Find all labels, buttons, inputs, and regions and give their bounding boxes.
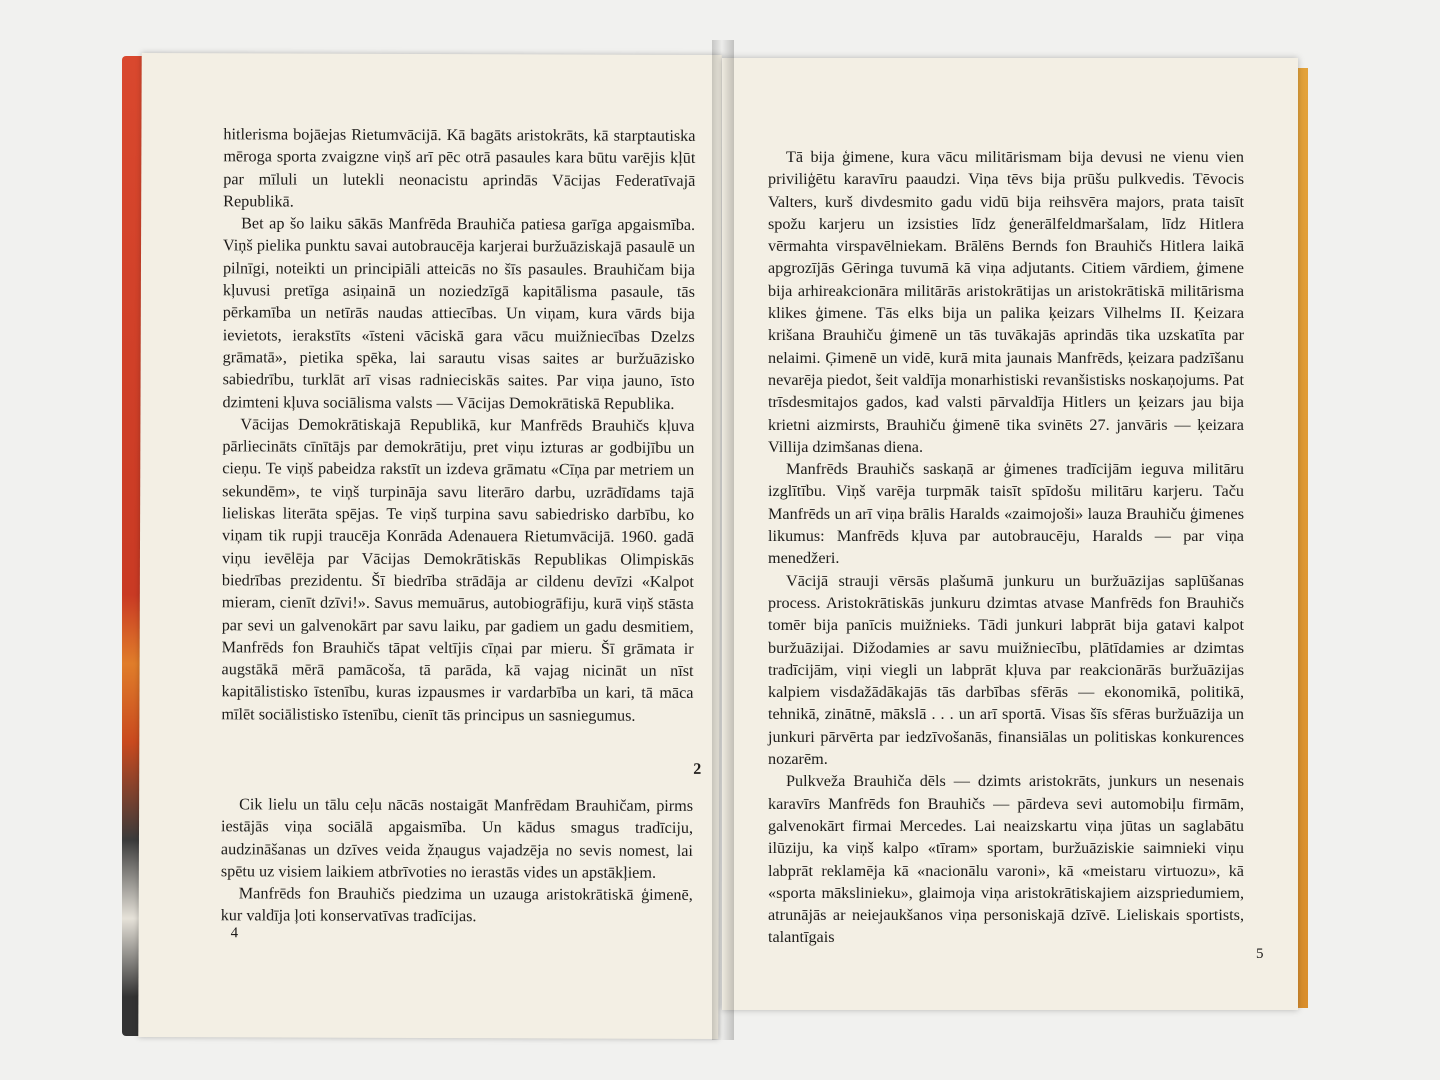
paragraph: Manfrēds Brauhičs saskaņā ar ģimenes tradīcijām ieguva militāru izglītību. Viņš varēja turpmāk taisīt spīdošu militāru karjeru. Taču Manfrēds un arī viņa brālis Haralds «zaimojoši» lauza Brauhiču ģimenes likumus: Manfrēds kļuva par autobraucēju, Haralds — par viņa menedžeri. xyxy=(768,460,1244,568)
left-page-top-text xyxy=(221,123,695,727)
book-spine-shadow xyxy=(712,40,734,1040)
paragraph: Cik lielu un tālu ceļu nācās nostaigāt Manfrēdam Brauhičam, pirms iestājās viņa sociālā apgaismība. Un kādus smagus tradīciju, audzināšanas un dzīves veida žņaugus vajadzēja no sevis nomest, lai spētu uz visiem laikiem atbrīvoties no ierastās vides un apstākļiem. xyxy=(220,795,694,882)
page-number: 4 xyxy=(230,925,239,942)
left-page-bottom-text xyxy=(221,793,693,928)
section-number: 2 xyxy=(693,760,702,778)
paragraph: hitlerisma bojāejas Rietumvācijā. Kā bagāts aristokrāts, kā starptautiska mēroga sporta zvaigzne viņš arī pēc otrā pasaules kara būtu varējis kļūt par mīluli un lutekli neonacistu aprindās Vācijas Federatīvajā Republikā. xyxy=(223,125,696,211)
right-page xyxy=(722,58,1298,1010)
paragraph: Manfrēds fon Brauhičs piedzima un uzauga aristokrātiskā ģimenē, kur valdīja ļoti konservatīvas tradīcijas. xyxy=(220,884,693,926)
paragraph: Pulkveža Brauhiča dēls — dzimts aristokrāts, junkurs un nesenais karavīrs Manfrēds fon Brauhičs — pārdeva sevi automobiļu firmām, galvenokārt firmai Mercedes. Lai neaizskartu viņa jūtas un saglabātu ilūziju, ka viņš kalpo «tīram» sportam, buržuāziskie saimnieki viņu labprāt reklamēja kā «nacionālu varoni», kā «meistaru virtuozu», kā «sporta mākslinieku», glaimoja viņa aristokrātiskajiem aizspriedumiem, atrunājās ar neiejaukšanos viņa personiskajā dzīvē. Lieliskais sportists, talantīgais xyxy=(768,772,1244,947)
paragraph: Vācijas Demokrātiskajā Republikā, kur Manfrēds Brauhičs kļuva pārliecināts cīnītājs par demokrātiju, pret viņu izturas ar godbijību un cieņu. Te viņš pabeidza rakstīt un izdeva grāmatu «Cīņa par metriem un sekundēm», te viņš turpināja savu literāro darbu, uzrādīdams tajā lieliskas literāta spējas. Te viņš turpina savu sabiedrisko darbību, ko viņam tik rupji traucēja Konrāda Adenauera Rietumvācijā. 1960. gadā viņu ievēlēja par Vācijas Demokrātiskās Republikas Olimpiskās biedrības prezidentu. Šī biedrība strādāja ar cildenu devīzi «Kalpot mieram, cienīt dzīvi!». Savus memuārus, autobiogrāfiju, kurā viņš stāsta par sevi un galvenokārt par savu laiku, par gadiem un gadu desmitiem, Manfrēds fon Brauhičs tāpat veltījis cīņai par mieru. Šī grāmata ir augstākā mērā pamācoša, tā parāda, kā vajag nicināt un nīst kapitālistisko īstenību, kuras izpausmes ir vardarbība un kari, tā māca mīlēt sociālistisko īstenību, cienīt tās principus un sasniegumus. xyxy=(221,415,695,725)
right-page-text xyxy=(768,146,1244,949)
left-page xyxy=(138,53,721,1039)
paragraph: Bet ap šo laiku sākās Manfrēda Brauhiča patiesa garīga apgaismība. Viņš pielika punktu savai autobraucēja karjerai buržuāziskajā pasaulē un pilnīgi, noteikti un principiāli atteicās no šīs pasaules. Brauhičam bija kļuvusi pretīga asiņainā un noziedzīgā kapitālisma pasaule, tās pērkamība un netīrās naudas attiecības. Un viņam, kura vārds bija ievietots, ierakstīts «īsteni vāciskā gara vācu muižniecības Dzelzs grāmatā», pietika spēka, lai sarautu visas saites ar buržuāzisko sabiedrību, turklāt arī visas radnieciskās saites. Par viņa jauno, īsto dzimteni kļuva sociālisma valsts — Vācijas Demokrātiskā Republika. xyxy=(222,214,696,413)
page-number: 5 xyxy=(1256,946,1264,962)
paragraph: Tā bija ģimene, kura vācu militārismam bija devusi ne vienu vien priviliģētu karavīru paaudzi. Viņa tēvs bija prūšu pulkvedis. Tēvocis Valters, kurš divdesmito gadu vidū bija reihsvēra majors, prata taisīt spožu karjeru un izsisties līdz ģenerālfeldmaršalam, līdz Hitlera vērmahta virspavēlniekam. Brālēns Bernds fon Brauhičs Hitlera laikā apgrozījās Gēringa tuvumā kā viņa adjutants. Citiem vārdiem, ģimene bija arhireakcionāra militārās aristokrātijas un aristokrātiskā militārisma klikes ģimene. Tās elks bija un palika ķeizars Vilhelms II. Ķeizara krišana Brauhiču ģimenē un tās tuvākajās aprindās tika uzskatīta par nelaimi. Ģimenē un vidē, kurā mita jaunais Manfrēds, ķeizara padzīšanu nevarēja piedot, šeit valdīja monarhistiski revanšistisks noskaņojums. Pat trīsdesmitajos gados, kad valsti pārvaldīja Hitlers un ķeizars jau bija krietni aizmirsts, Brauhiču ģimenē tika svinēts 27. janvāris — ķeizara Villija dzimšanas diena. xyxy=(768,148,1244,456)
paragraph: Vācijā strauji vērsās plašumā junkuru un buržuāzijas saplūšanas process. Aristokrātiskās junkuru dzimtas atvase Manfrēds fon Brauhičs tomēr bija panīcis muižnieks. Tādi junkuri labprāt bija gatavi kalpot buržuāzijai. Dižodamies ar savu muižniecību, plātīdamies ar dzimtas tradīcijām, viņi viegli un labprāt kļuva par reakcionārās buržuāzijas kalpiem visdažādākajās tās darbības sfērās — ekonomikā, politikā, tehnikā, zinātnē, mākslā . . . un arī sportā. Visas šīs sfēras buržuāzija un junkuri pārvērta par iedzīvošanās, finansiālas un politiskas konkurences nozarēm. xyxy=(768,571,1244,769)
